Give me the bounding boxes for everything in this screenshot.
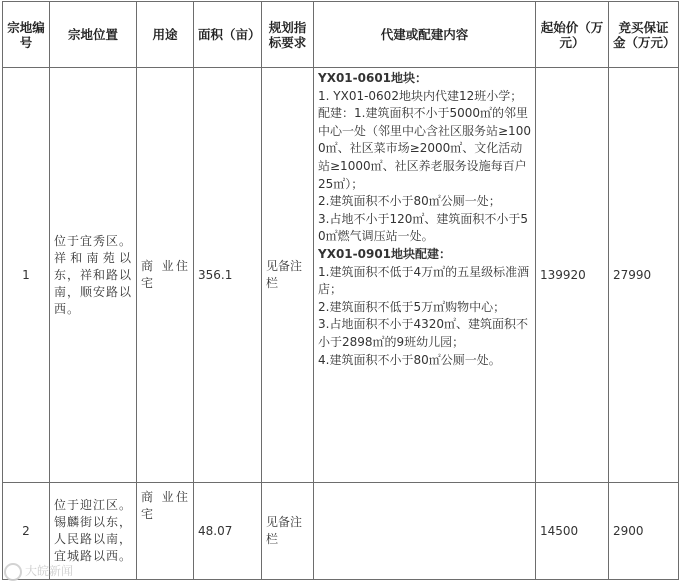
land-auction-table	[2, 1, 679, 580]
header-use: 用途	[137, 2, 194, 68]
header-start-price: 起始价（万元）	[536, 2, 609, 68]
build-line: YX01-0901地块配建：	[318, 246, 452, 261]
cell-build-content	[314, 483, 536, 580]
cell-id: 2	[3, 483, 50, 580]
cell-area: 48.07	[194, 483, 262, 580]
cell-deposit: 2900	[609, 483, 679, 580]
cell-use: 商 业住宅	[137, 483, 194, 580]
build-line: 1. YX01-0602地块内代建12班小学；	[318, 88, 523, 103]
cell-id: 1	[3, 68, 50, 483]
build-line: 1.建筑面积不低于4万㎡的五星级标准酒店；	[318, 264, 530, 297]
cell-area: 356.1	[194, 68, 262, 483]
header-location: 宗地位置	[50, 2, 137, 68]
build-line: 3.占地面积不小于4320㎡、建筑面积不小于2898㎡的9班幼儿园；	[318, 317, 528, 349]
build-line: 2.建筑面积不小于80㎡公厕一处；	[318, 194, 501, 209]
table-row	[3, 483, 679, 580]
cell-start-price: 14500	[536, 483, 609, 580]
header-plan: 规划指标要求	[262, 2, 314, 68]
cell-start-price: 139920	[536, 68, 609, 483]
watermark	[4, 562, 73, 581]
cell-use: 商 业住宅	[137, 68, 194, 483]
build-line: 配建：1.建筑面积不小于5000㎡的邻里中心一处（邻里中心含社区服务站≥1000㎡、社区菜市场≥2000㎡、文化活动站≥1000㎡、社区养老服务设施每百户25㎡）；	[318, 106, 531, 191]
build-line: 2.建筑面积不低于5万㎡购物中心；	[318, 299, 506, 314]
build-line: YX01-0601地块：	[318, 71, 428, 85]
header-area: 面积（亩）	[194, 2, 262, 68]
cell-location: 位于迎江区。锡麟街以东，人民路以南，宜城路以西。	[50, 483, 137, 580]
table-header-row	[3, 2, 679, 68]
cell-location: 位于宜秀区。祥和南苑以东，祥和路以南，顺安路以西。	[50, 68, 137, 483]
cell-build-content	[314, 68, 536, 483]
build-line: 3.占地不小于120㎡、建筑面积不小于50㎡燃气调压站一处。	[318, 211, 528, 244]
watermark-logo-icon	[4, 563, 22, 581]
table-row	[3, 68, 679, 483]
cell-plan: 见备注栏	[262, 483, 314, 580]
build-line: 4.建筑面积不小于80㎡公厕一处。	[318, 352, 501, 367]
header-deposit: 竞买保证金（万元）	[609, 2, 679, 68]
watermark-text: 大皖新闻	[25, 564, 74, 578]
cell-plan: 见备注栏	[262, 68, 314, 483]
cell-deposit: 27990	[609, 68, 679, 483]
header-id: 宗地编号	[3, 2, 50, 68]
header-build: 代建或配建内容	[314, 2, 536, 68]
